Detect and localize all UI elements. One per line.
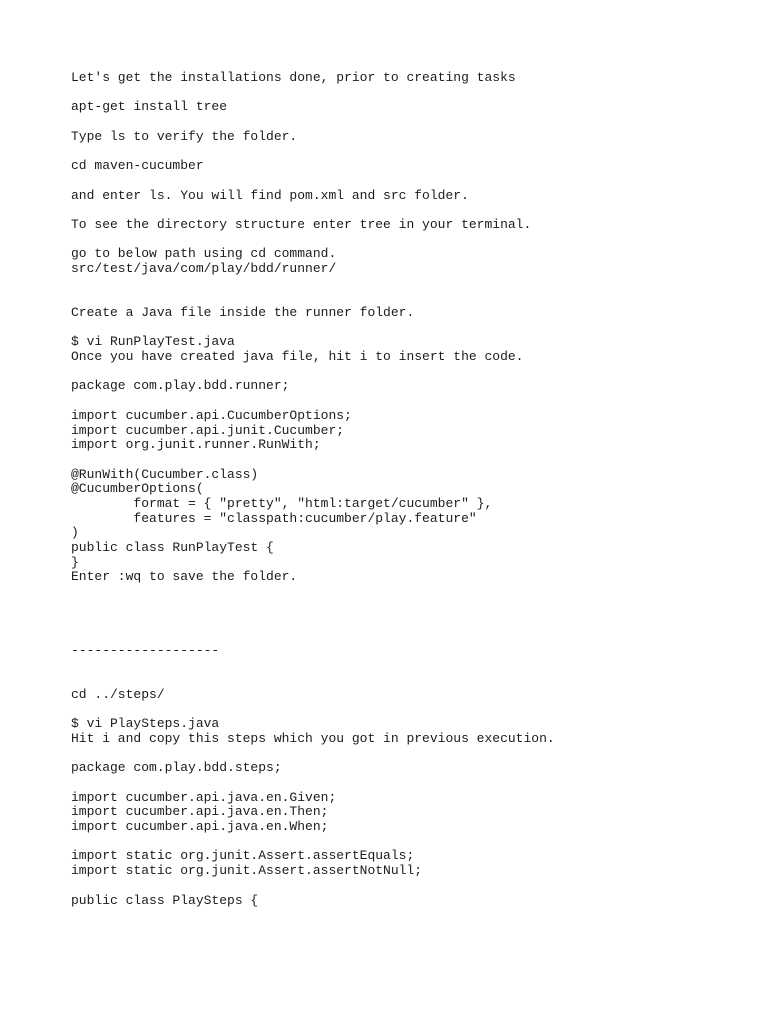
text-line (71, 600, 751, 615)
text-line (71, 879, 751, 894)
text-line: Hit i and copy this steps which you got in previous execution. (71, 730, 555, 746)
text-line (71, 365, 751, 380)
text-line: public class PlaySteps { (71, 892, 259, 908)
text-line: import cucumber.api.junit.Cucumber; (71, 422, 345, 438)
text-line (71, 673, 751, 688)
text-line: Let's get the installations done, prior to creating tasks (71, 70, 516, 85)
text-line: cd maven-cucumber (71, 158, 204, 174)
text-line (71, 174, 751, 189)
text-line: features = "classpath:cucumber/play.feature" (71, 510, 477, 526)
text-line: Type ls to verify the folder. (71, 128, 298, 144)
text-line: Once you have created java file, hit i to insert the code. (71, 349, 524, 365)
text-line (71, 776, 751, 791)
text-line: apt-get install tree (71, 99, 228, 115)
text-line (71, 614, 751, 629)
text-line: import static org.junit.Assert.assertEquals; (71, 848, 415, 864)
text-line: package com.play.bdd.steps; (71, 760, 282, 776)
text-line (71, 144, 751, 159)
text-line (71, 321, 751, 336)
text-line (71, 86, 751, 101)
text-line: import cucumber.api.java.en.Given; (71, 789, 337, 805)
text-line (71, 394, 751, 409)
text-line (71, 659, 751, 674)
text-line (71, 233, 751, 248)
text-line (71, 585, 751, 600)
text-line: import cucumber.api.CucumberOptions; (71, 407, 352, 423)
text-line: format = { "pretty", "html:target/cucumber" }, (71, 495, 493, 511)
text-line (71, 115, 751, 130)
text-line (71, 747, 751, 762)
text-line: package com.play.bdd.runner; (71, 378, 290, 394)
text-line: go to below path using cd command. (71, 246, 337, 262)
text-line: } (71, 554, 79, 570)
text-line: $ vi PlaySteps.java (71, 716, 220, 732)
text-line: import org.junit.runner.RunWith; (71, 437, 321, 453)
text-line (71, 835, 751, 850)
text-line (71, 453, 751, 468)
separator-line: ------------------- (71, 642, 220, 658)
text-line: @RunWith(Cucumber.class) (71, 466, 259, 482)
text-line (71, 203, 751, 218)
text-line (71, 277, 751, 292)
text-line: import static org.junit.Assert.assertNotNull; (71, 863, 423, 879)
text-line: @CucumberOptions( (71, 481, 204, 497)
text-line: Create a Java file inside the runner folder. (71, 305, 415, 320)
text-line (71, 291, 751, 306)
text-line: public class RunPlayTest { (71, 540, 274, 555)
text-line: import cucumber.api.java.en.Then; (71, 804, 329, 820)
text-line: ) (71, 525, 79, 541)
text-line: src/test/java/com/play/bdd/runner/ (71, 260, 337, 276)
text-line: Enter :wq to save the folder. (71, 569, 298, 585)
text-line (71, 629, 751, 644)
text-line: cd ../steps/ (71, 686, 165, 702)
text-line: import cucumber.api.java.en.When; (71, 819, 329, 835)
text-line: To see the directory structure enter tree in your terminal. (71, 216, 532, 232)
document-body (71, 71, 751, 908)
text-line (71, 703, 751, 718)
text-line: and enter ls. You will find pom.xml and src folder. (71, 187, 469, 203)
text-line: $ vi RunPlayTest.java (71, 334, 235, 350)
